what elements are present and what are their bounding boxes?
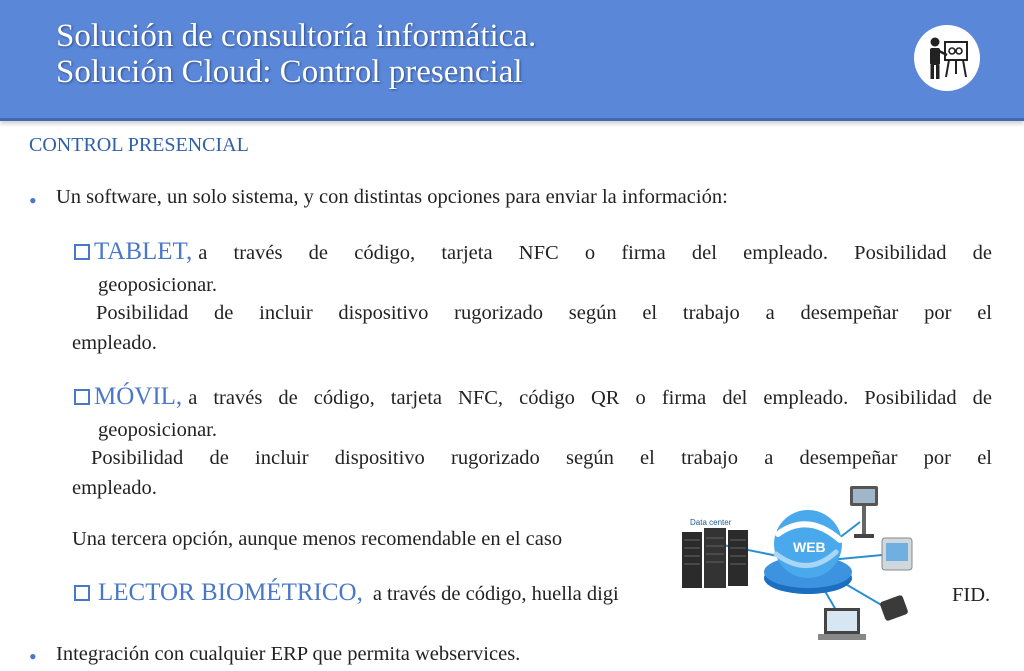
phone-icon bbox=[879, 594, 908, 621]
option-tablet bbox=[74, 238, 992, 272]
kiosk-icon bbox=[850, 486, 878, 538]
tablet-icon bbox=[882, 538, 912, 570]
bullet-dot: • bbox=[29, 188, 37, 213]
web-network-illustration bbox=[668, 482, 968, 666]
bullet-text-2: Integración con cualquier ERP que permita webservices. bbox=[56, 643, 521, 665]
option-key: MÓVIL, bbox=[94, 383, 183, 410]
option-key: TABLET, bbox=[94, 238, 193, 265]
checkbox-bullet-icon bbox=[74, 244, 90, 260]
section-title: CONTROL PRESENCIAL bbox=[29, 134, 249, 156]
option-text: a través de código, tarjeta NFC o firma del empleado. Posibilidad de bbox=[198, 242, 992, 264]
header-bar bbox=[0, 0, 1024, 121]
option-text: a través de código, huella digi bbox=[372, 583, 619, 605]
bullet-text-1: Un software, un solo sistema, y con distintas opciones para enviar la información: bbox=[56, 186, 728, 208]
option-continuation: geoposicionar. bbox=[98, 419, 217, 441]
slide-title-line2: Solución Cloud: Control presencial bbox=[56, 54, 523, 90]
option-biometric bbox=[74, 579, 619, 607]
option-text: a través de código, tarjeta NFC, código QR o firma del empleado. Posibilidad de bbox=[188, 387, 992, 409]
checkbox-bullet-icon bbox=[74, 585, 90, 601]
laptop-icon bbox=[818, 608, 866, 640]
option-text-tail: FID. bbox=[952, 584, 991, 606]
bullet-dot: • bbox=[29, 644, 37, 669]
option-extra: Posibilidad de incluir dispositivo rugorizado según el trabajo a desempeñar por el bbox=[91, 447, 992, 469]
presenter-icon bbox=[914, 25, 980, 91]
slide-title-line1: Solución de consultoría informática. bbox=[56, 18, 537, 54]
option-continuation: geoposicionar. bbox=[98, 274, 217, 296]
option-key: LECTOR BIOMÉTRICO, bbox=[98, 579, 363, 606]
third-option-text: Una tercera opción, aunque menos recomendable en el caso bbox=[72, 528, 563, 550]
option-movil bbox=[74, 383, 992, 417]
option-extra-end: empleado. bbox=[72, 332, 157, 354]
datacenter-label: Data center bbox=[690, 518, 732, 527]
option-extra-end: empleado. bbox=[72, 477, 157, 499]
checkbox-bullet-icon bbox=[74, 389, 90, 405]
globe-label: WEB bbox=[793, 539, 826, 555]
option-extra: Posibilidad de incluir dispositivo rugorizado según el trabajo a desempeñar por el bbox=[96, 302, 992, 324]
server-rack-icon bbox=[682, 528, 748, 588]
